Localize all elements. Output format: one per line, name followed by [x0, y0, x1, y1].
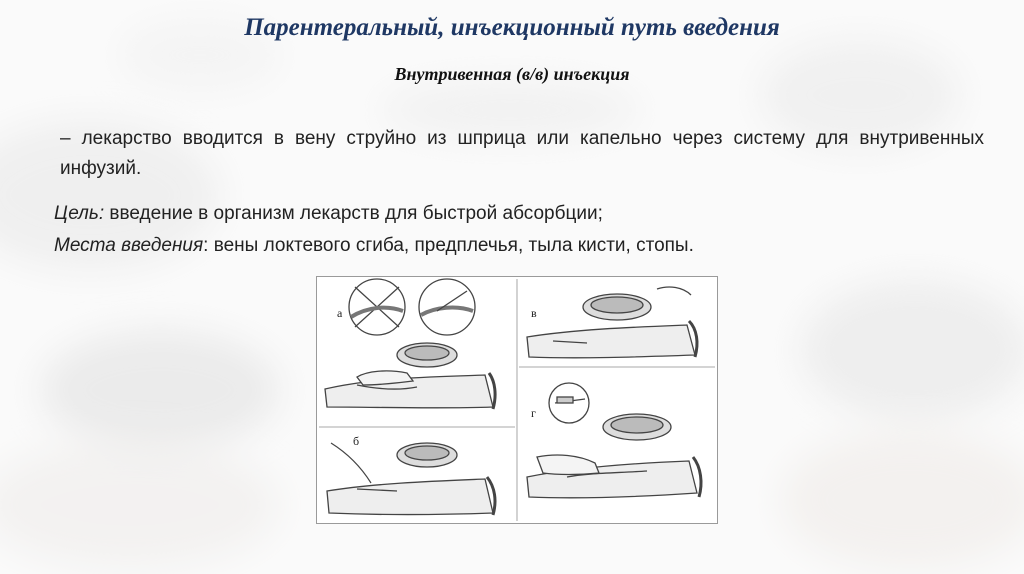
panel-label-b: б	[353, 434, 360, 448]
goal-line	[54, 198, 984, 230]
goal-label: Цель:	[54, 203, 105, 224]
page-title: Парентеральный, инъекционный путь введения	[244, 14, 780, 41]
panel-label-g: г	[531, 406, 536, 420]
details-block	[54, 198, 984, 262]
sites-label: Места введения	[54, 235, 204, 256]
sites-text: : вены локтевого сгиба, предплечья, тыла кисти, стопы.	[203, 235, 694, 256]
illustration-svg	[317, 277, 717, 523]
injection-illustration	[316, 276, 718, 524]
sites-line	[54, 230, 984, 262]
panel-label-a: а	[337, 306, 343, 320]
goal-text: введение в организм лекарств для быстрой абсорбции;	[104, 203, 603, 224]
page-subtitle: Внутривенная (в/в) инъекция	[394, 64, 630, 84]
panel-label-v: в	[531, 306, 537, 320]
description-paragraph: – лекарство вводится в вену струйно из шприца или капельно через систему для внутривенных инфузий.	[60, 128, 984, 179]
